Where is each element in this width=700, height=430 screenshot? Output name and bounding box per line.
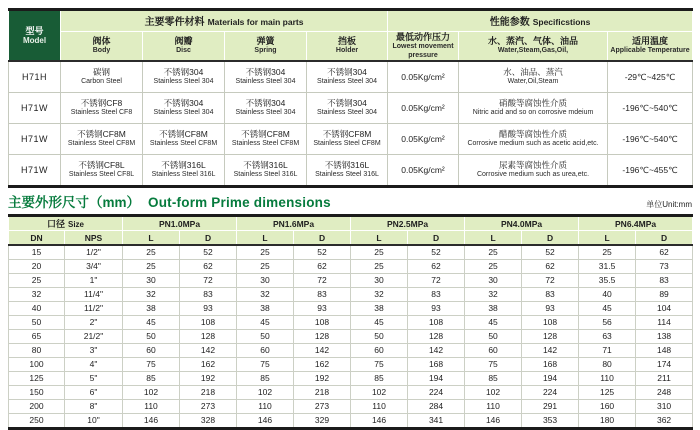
- dn-cell: 250: [9, 414, 65, 429]
- d-cell: 108: [180, 316, 237, 330]
- d-cell: 341: [408, 414, 465, 429]
- d-cell: 72: [180, 274, 237, 288]
- d-cell: 128: [522, 330, 579, 344]
- l-header: L: [237, 231, 294, 246]
- dimension-row: [9, 316, 693, 330]
- section-title-zh: 主要外形尺寸（mm）: [8, 195, 141, 210]
- model-column-header: [9, 10, 61, 62]
- l-cell: 85: [237, 372, 294, 386]
- sub-header-row: [9, 32, 693, 62]
- d-cell: 83: [636, 274, 693, 288]
- d-cell: 108: [294, 316, 351, 330]
- l-cell: 32: [351, 288, 408, 302]
- l-cell: 38: [123, 302, 180, 316]
- d-cell: 192: [180, 372, 237, 386]
- section-title-en: Out-form Prime dimensions: [148, 195, 331, 210]
- medium-cell: 水、油品、蒸汽 Water,Oil,Steam: [459, 61, 608, 93]
- d-cell: 83: [294, 288, 351, 302]
- d-cell: 174: [636, 358, 693, 372]
- l-cell: 146: [123, 414, 180, 429]
- d-cell: 310: [636, 400, 693, 414]
- materials-row: [9, 155, 693, 187]
- l-cell: 25: [465, 260, 522, 274]
- d-cell: 52: [294, 245, 351, 260]
- dn-cell: 25: [9, 274, 65, 288]
- model-cell: H71H: [9, 61, 61, 93]
- d-cell: 211: [636, 372, 693, 386]
- l-cell: 85: [123, 372, 180, 386]
- materials-table-header: [9, 10, 693, 62]
- l-cell: 45: [465, 316, 522, 330]
- temperature-cell: -196℃~540℃: [608, 124, 693, 155]
- spring-cell: 不锈钢304 Stainless Steel 304: [225, 93, 307, 124]
- l-cell: 85: [351, 372, 408, 386]
- d-cell: 93: [408, 302, 465, 316]
- d-cell: 93: [522, 302, 579, 316]
- size-group-header: [9, 216, 123, 231]
- nps-cell: 2": [65, 316, 123, 330]
- dn-cell: 65: [9, 330, 65, 344]
- body-column-header: 阀体 Body: [61, 32, 143, 62]
- nps-cell: 11/4": [65, 288, 123, 302]
- dn-cell: 200: [9, 400, 65, 414]
- dn-cell: 20: [9, 260, 65, 274]
- pn4-0-header: PN4.0MPa: [465, 216, 579, 231]
- size-header-en: Size: [68, 220, 85, 229]
- l-cell: 38: [465, 302, 522, 316]
- specs-group-en: Specificstions: [532, 17, 591, 27]
- temperature-cell: -196℃~540℃: [608, 93, 693, 124]
- spring-cell: 不锈钢304 Stainless Steel 304: [225, 61, 307, 93]
- d-cell: 52: [180, 245, 237, 260]
- l-cell: 110: [123, 400, 180, 414]
- l-cell: 30: [123, 274, 180, 288]
- l-cell: 25: [237, 260, 294, 274]
- materials-table-body: [9, 61, 693, 187]
- dn-cell: 80: [9, 344, 65, 358]
- l-cell: 102: [351, 386, 408, 400]
- dn-header: DN: [9, 231, 65, 246]
- l-cell: 71: [579, 344, 636, 358]
- l-cell: 25: [579, 245, 636, 260]
- d-cell: 168: [408, 358, 465, 372]
- body-cell: 不锈钢CF8M Stainless Steel CF8M: [61, 124, 143, 155]
- body-cell: 不锈钢CF8L Stainless Steel CF8L: [61, 155, 143, 187]
- d-cell: 224: [522, 386, 579, 400]
- holder-cell: 不锈钢304 Stainless Steel 304: [307, 93, 388, 124]
- l-cell: 146: [237, 414, 294, 429]
- d-cell: 362: [636, 414, 693, 429]
- d-cell: 52: [408, 245, 465, 260]
- l-cell: 160: [579, 400, 636, 414]
- l-cell: 32: [123, 288, 180, 302]
- disc-cell: 不锈钢304 Stainless Steel 304: [143, 93, 225, 124]
- l-cell: 45: [123, 316, 180, 330]
- holder-cell: 不锈钢316L Stainless Steel 316L: [307, 155, 388, 187]
- dimension-row: [9, 372, 693, 386]
- dn-cell: 15: [9, 245, 65, 260]
- l-cell: 102: [465, 386, 522, 400]
- dimensions-group-header-row: [9, 216, 693, 231]
- l-cell: 25: [465, 245, 522, 260]
- dn-cell: 125: [9, 372, 65, 386]
- materials-row: [9, 61, 693, 93]
- d-cell: 93: [294, 302, 351, 316]
- l-cell: 50: [123, 330, 180, 344]
- unit-note: 单位Unit:mm: [646, 200, 692, 209]
- dimensions-table-header: [9, 216, 693, 246]
- l-cell: 56: [579, 316, 636, 330]
- nps-cell: 3": [65, 344, 123, 358]
- disc-cell: 不锈钢CF8M Stainless Steel CF8M: [143, 124, 225, 155]
- dimension-row: [9, 358, 693, 372]
- nps-header: NPS: [65, 231, 123, 246]
- temperature-column-header: 适用温度 Applicable Temperature: [608, 32, 693, 62]
- l-cell: 35.5: [579, 274, 636, 288]
- l-cell: 30: [351, 274, 408, 288]
- dimensions-sub-header-row: [9, 231, 693, 246]
- d-header: D: [522, 231, 579, 246]
- group-header-row: [9, 10, 693, 32]
- body-cell: 不锈钢CF8 Stainless Steel CF8: [61, 93, 143, 124]
- d-header: D: [294, 231, 351, 246]
- l-cell: 102: [237, 386, 294, 400]
- d-cell: 62: [408, 260, 465, 274]
- dimension-row: [9, 400, 693, 414]
- d-cell: 273: [180, 400, 237, 414]
- d-cell: 162: [180, 358, 237, 372]
- model-header-en: Model: [22, 35, 47, 45]
- d-cell: 273: [294, 400, 351, 414]
- body-cell: 碳钢 Carbon Steel: [61, 61, 143, 93]
- l-cell: 80: [579, 358, 636, 372]
- d-cell: 104: [636, 302, 693, 316]
- spring-cell: 不锈钢316L Stainless Steel 316L: [225, 155, 307, 187]
- dimensions-section-header: [8, 195, 692, 210]
- d-cell: 138: [636, 330, 693, 344]
- d-cell: 329: [294, 414, 351, 429]
- model-cell: H71W: [9, 124, 61, 155]
- nps-cell: 21/2": [65, 330, 123, 344]
- l-cell: 25: [123, 245, 180, 260]
- d-cell: 291: [522, 400, 579, 414]
- d-cell: 72: [294, 274, 351, 288]
- l-cell: 50: [237, 330, 294, 344]
- dimension-row: [9, 274, 693, 288]
- medium-cell: 硝酸等腐蚀性介质 Nitric acid and so on corrosive mdeium: [459, 93, 608, 124]
- d-cell: 62: [522, 260, 579, 274]
- materials-group-en: Materials for main parts: [207, 17, 304, 27]
- d-cell: 142: [408, 344, 465, 358]
- d-cell: 162: [294, 358, 351, 372]
- medium-column-header: 水、蒸汽、气体、油品 Water,Steam,Gas,Oil,: [459, 32, 608, 62]
- l-cell: 25: [237, 245, 294, 260]
- d-cell: 62: [294, 260, 351, 274]
- nps-cell: 3/4": [65, 260, 123, 274]
- holder-cell: 不锈钢304 Stainless Steel 304: [307, 61, 388, 93]
- l-cell: 30: [465, 274, 522, 288]
- nps-cell: 1/2": [65, 245, 123, 260]
- nps-cell: 11/2": [65, 302, 123, 316]
- dimension-row: [9, 260, 693, 274]
- d-header: D: [180, 231, 237, 246]
- l-cell: 45: [237, 316, 294, 330]
- d-cell: 108: [522, 316, 579, 330]
- disc-cell: 不锈钢316L Stainless Steel 316L: [143, 155, 225, 187]
- temperature-cell: -196℃~455℃: [608, 155, 693, 187]
- materials-group-header: [61, 10, 388, 32]
- d-header: D: [408, 231, 465, 246]
- dn-cell: 100: [9, 358, 65, 372]
- size-header-zh: 口径: [46, 219, 65, 229]
- dimension-row: [9, 302, 693, 316]
- d-cell: 72: [408, 274, 465, 288]
- l-cell: 180: [579, 414, 636, 429]
- l-cell: 75: [351, 358, 408, 372]
- d-cell: 62: [636, 245, 693, 260]
- disc-column-header: 阀瓣 Disc: [143, 32, 225, 62]
- d-cell: 142: [522, 344, 579, 358]
- l-cell: 31.5: [579, 260, 636, 274]
- medium-cell: 尿素等腐蚀性介质 Corrosive medium such as urea,etc.: [459, 155, 608, 187]
- nps-cell: 1": [65, 274, 123, 288]
- d-cell: 148: [636, 344, 693, 358]
- l-cell: 32: [465, 288, 522, 302]
- dn-cell: 150: [9, 386, 65, 400]
- dimension-row: [9, 288, 693, 302]
- l-cell: 60: [465, 344, 522, 358]
- d-cell: 142: [294, 344, 351, 358]
- dimension-row: [9, 245, 693, 260]
- d-cell: 218: [294, 386, 351, 400]
- pressure-cell: 0.05Kg/cm²: [388, 155, 459, 187]
- disc-cell: 不锈钢304 Stainless Steel 304: [143, 61, 225, 93]
- model-cell: H71W: [9, 155, 61, 187]
- l-cell: 50: [465, 330, 522, 344]
- materials-row: [9, 124, 693, 155]
- nps-cell: 5": [65, 372, 123, 386]
- l-cell: 110: [465, 400, 522, 414]
- l-cell: 146: [465, 414, 522, 429]
- holder-column-header: 挡板 Holder: [307, 32, 388, 62]
- spring-column-header: 弹簧 Spring: [225, 32, 307, 62]
- d-cell: 93: [180, 302, 237, 316]
- d-cell: 72: [522, 274, 579, 288]
- holder-cell: 不锈钢CF8M Stainless Steel CF8M: [307, 124, 388, 155]
- materials-row: [9, 93, 693, 124]
- nps-cell: 6": [65, 386, 123, 400]
- d-cell: 128: [180, 330, 237, 344]
- d-cell: 218: [180, 386, 237, 400]
- l-cell: 60: [123, 344, 180, 358]
- l-cell: 25: [351, 245, 408, 260]
- d-cell: 192: [294, 372, 351, 386]
- d-cell: 52: [522, 245, 579, 260]
- pressure-column-header: 最低动作压力 Lowest movement pressure: [388, 32, 459, 62]
- l-cell: 30: [237, 274, 294, 288]
- l-header: L: [579, 231, 636, 246]
- l-cell: 25: [351, 260, 408, 274]
- dimension-row: [9, 386, 693, 400]
- pn6-4-header: PN6.4MPa: [579, 216, 693, 231]
- l-cell: 75: [123, 358, 180, 372]
- l-cell: 45: [579, 302, 636, 316]
- spring-cell: 不锈钢CF8M Stainless Steel CF8M: [225, 124, 307, 155]
- pressure-cell: 0.05Kg/cm²: [388, 93, 459, 124]
- d-cell: 62: [180, 260, 237, 274]
- d-cell: 248: [636, 386, 693, 400]
- dimensions-table-body: [9, 245, 693, 429]
- d-cell: 353: [522, 414, 579, 429]
- l-cell: 45: [351, 316, 408, 330]
- pn2-5-header: PN2.5MPa: [351, 216, 465, 231]
- d-cell: 73: [636, 260, 693, 274]
- d-cell: 284: [408, 400, 465, 414]
- materials-specs-table: [8, 8, 693, 188]
- model-header-zh: 型号: [25, 25, 44, 36]
- pressure-cell: 0.05Kg/cm²: [388, 124, 459, 155]
- d-cell: 168: [522, 358, 579, 372]
- l-cell: 125: [579, 386, 636, 400]
- l-cell: 38: [351, 302, 408, 316]
- dimensions-table: [8, 214, 693, 430]
- d-cell: 83: [522, 288, 579, 302]
- l-cell: 110: [237, 400, 294, 414]
- dimension-row: [9, 330, 693, 344]
- dn-cell: 40: [9, 302, 65, 316]
- d-cell: 194: [408, 372, 465, 386]
- d-cell: 328: [180, 414, 237, 429]
- l-cell: 50: [351, 330, 408, 344]
- l-cell: 102: [123, 386, 180, 400]
- d-cell: 224: [408, 386, 465, 400]
- d-header: D: [636, 231, 693, 246]
- l-cell: 63: [579, 330, 636, 344]
- l-header: L: [123, 231, 180, 246]
- l-cell: 38: [237, 302, 294, 316]
- materials-group-zh: 主要零件材料: [144, 17, 205, 28]
- pn1-0-header: PN1.0MPa: [123, 216, 237, 231]
- d-cell: 108: [408, 316, 465, 330]
- nps-cell: 8": [65, 400, 123, 414]
- l-header: L: [351, 231, 408, 246]
- temperature-cell: -29℃~425℃: [608, 61, 693, 93]
- dn-cell: 50: [9, 316, 65, 330]
- section-title: [8, 195, 331, 210]
- l-header: L: [465, 231, 522, 246]
- l-cell: 146: [351, 414, 408, 429]
- l-cell: 40: [579, 288, 636, 302]
- medium-cell: 醋酸等腐蚀性介质 Corrosive medium such as acetic acid,etc.: [459, 124, 608, 155]
- nps-cell: 4": [65, 358, 123, 372]
- pn1-6-header: PN1.6MPa: [237, 216, 351, 231]
- l-cell: 85: [465, 372, 522, 386]
- d-cell: 89: [636, 288, 693, 302]
- l-cell: 75: [465, 358, 522, 372]
- l-cell: 60: [237, 344, 294, 358]
- specs-group-header: [388, 10, 693, 32]
- pressure-cell: 0.05Kg/cm²: [388, 61, 459, 93]
- dimension-row: [9, 414, 693, 429]
- l-cell: 32: [237, 288, 294, 302]
- d-cell: 142: [180, 344, 237, 358]
- d-cell: 114: [636, 316, 693, 330]
- l-cell: 60: [351, 344, 408, 358]
- d-cell: 128: [408, 330, 465, 344]
- d-cell: 194: [522, 372, 579, 386]
- specs-group-zh: 性能参数: [489, 17, 530, 28]
- d-cell: 83: [180, 288, 237, 302]
- l-cell: 75: [237, 358, 294, 372]
- model-cell: H71W: [9, 93, 61, 124]
- l-cell: 25: [123, 260, 180, 274]
- l-cell: 110: [351, 400, 408, 414]
- dimension-row: [9, 344, 693, 358]
- d-cell: 128: [294, 330, 351, 344]
- l-cell: 110: [579, 372, 636, 386]
- d-cell: 83: [408, 288, 465, 302]
- dn-cell: 32: [9, 288, 65, 302]
- nps-cell: 10": [65, 414, 123, 429]
